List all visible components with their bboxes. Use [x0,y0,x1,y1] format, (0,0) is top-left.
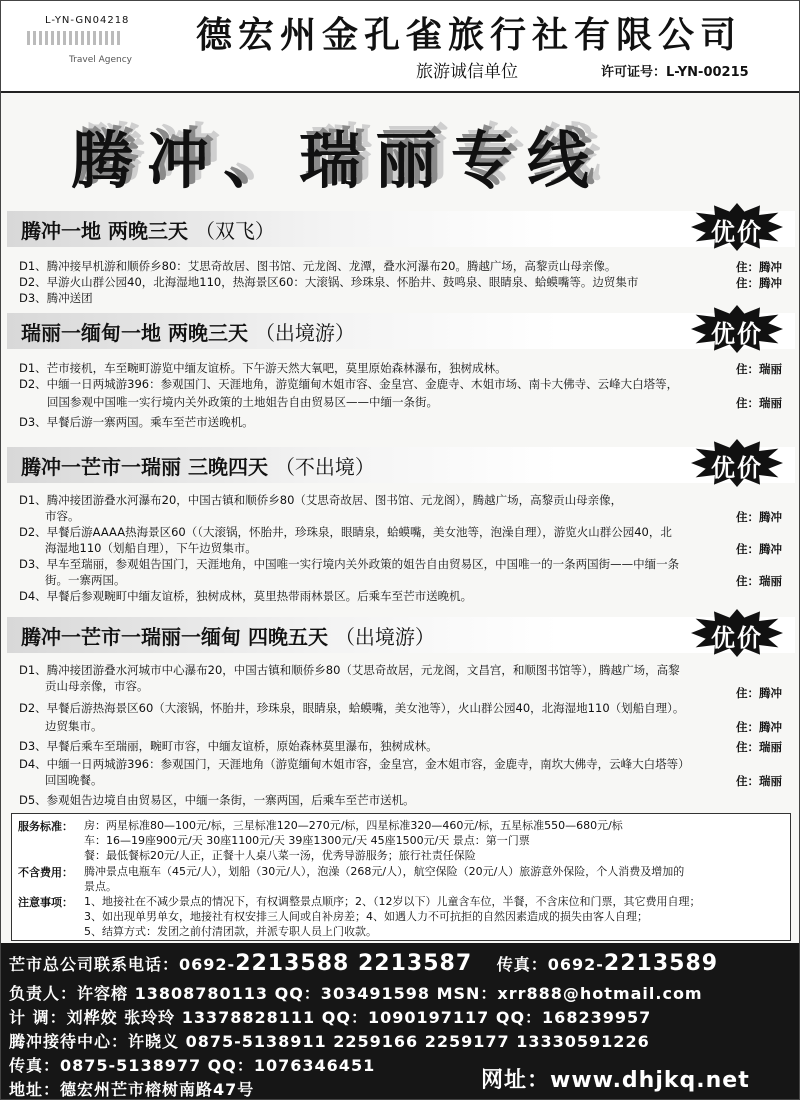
itinerary-line: 回国晚餐。 [45,773,103,787]
route-header [7,313,795,349]
tengchong-center-contact: 腾冲接待中心：许晓义 0875-5138911 2259166 2259177 13330591226 [9,1032,650,1051]
planner-contact: 计 调：刘桦姣 张玲玲 13378828111 QQ：1090197117 QQ：168239957 [9,1008,652,1027]
address: 地址：德宏州芒市榕树南路47号 [9,1080,255,1099]
itinerary-line: 市容。 [45,509,80,523]
manager-contact: 负责人：许容榕 13808780113 QQ：303491598 MSN：xrr888@hotmail.com [9,984,703,1003]
price-badge-label: 优价 [711,320,763,348]
itinerary-line: D5、参观姐告边境自由贸易区，中缅一条街，一寨两国，后乘车至芒市送机。 [19,793,415,807]
itinerary-line: D2、早餐后游AAAA热海景区60（（大滚锅，怀胎井，珍珠泉，眼睛泉，蛤蟆嘴，美女池等，泡澡自理），游览火山群公园40，北 [19,525,672,539]
route-title [21,621,435,650]
stay-label: 住：瑞丽 [736,362,782,376]
service-line: 餐：最低餐标20元/人正，正餐十人桌八菜一汤，优秀导游服务；旅行社责任保险 [84,849,476,862]
route-header [7,447,795,483]
service-standards-box [11,813,791,941]
service-label: 服务标准： [18,820,73,833]
itinerary-line: D1、腾冲接团游叠水河城市中心瀑布20，中国古镇和顺侨乡80（艾思奇故居，元龙阁，文昌宫，和顺图书馆等），腾越广场，高黎 [19,663,680,677]
route-title [21,451,375,480]
itinerary-line: 边贸集市。 [45,719,103,733]
itinerary-line: D2、中缅一日两城游396：参观国门、天涯地角，游览缅甸木姐市容、金皇宫、金鹿寺、木姐市场、南卡大佛寺、云峰大白塔等， [19,377,679,391]
stay-label: 住：腾冲 [736,276,782,290]
route-name: 瑞丽一缅甸一地 两晚三天 [21,321,248,345]
itinerary-line: 海湿地110（划船自理），下午边贸集市。 [45,541,257,555]
banner-title: 腾冲、瑞丽专线 [71,124,604,197]
itinerary-line: D4、中缅一日两城游396：参观国门，天涯地角（游览缅甸木姐市容，金皇宫，金木姐市容，金鹿寺，南坎大佛寺，云峰大白塔等） [19,757,690,771]
travel-agency-label: Travel Agency [69,55,132,65]
website-link[interactable]: 网址：www.dhjkq.net [481,1068,750,1093]
price-badge-label: 优价 [711,218,763,246]
route-tag: （出境游） [254,321,355,345]
route-name: 腾冲一芒市一瑞丽一缅甸 四晚五天 [21,625,328,649]
company-name: 德宏州金孔雀旅行社有限公司 [196,14,743,56]
route-tag: （不出境） [274,455,375,479]
stay-label: 住：腾冲 [736,686,782,700]
exclusion-line: 腾冲景点电瓶车（45元/人），划船（30元/人），泡澡（268元/人），航空保险（20元/人）旅游意外保险，个人消费及增加的 [84,865,685,878]
stay-label: 住：瑞丽 [736,740,782,754]
itinerary-line: D3、早车至瑞丽，参观姐告国门，天涯地角，中国唯一实行境内关外政策的姐告自由贸易区，中国唯一的一条两国街——中缅一条 [19,557,680,571]
slogan: 旅游诚信单位 [416,62,518,82]
agency-logo [9,7,184,65]
route-name: 腾冲一芒市一瑞丽 三晚四天 [21,455,268,479]
notes-line: 3、如出现单男单女，地接社有权安排三人间或自补房差；4、如遇人力不可抗拒的自然因素造成的损失由客人自理； [84,910,648,923]
itinerary-line: D2、早餐后游热海景区60（大滚锅，怀胎井，珍珠泉，眼睛泉，蛤蟆嘴，美女池等），火山群公园40，北海湿地110（划船自理）。 [19,701,685,715]
itinerary-line: D1、腾冲接早机游和顺侨乡80：艾思奇故居、图书馆、元龙阁、龙潭，叠水河瀑布20。腾越广场，高黎贡山母亲像。 [19,259,617,273]
contact-footer [1,943,800,1100]
fax-label: 传真： [496,955,548,974]
fax-number: 2213589 [603,951,719,976]
logo-mark [27,31,122,45]
itinerary-line: D4、早餐后参观畹町中缅友谊桥，独树成林，莫里热带雨林景区。后乘车至芒市送晚机。 [19,589,473,603]
exclusion-line: 景点。 [84,880,117,893]
price-badge [691,439,783,487]
itinerary-line: 贡山母亲像，市容。 [45,679,149,693]
price-badge [691,609,783,657]
route-tag: （双飞） [194,219,275,243]
price-badge-label: 优价 [711,624,763,652]
service-line: 房：两星标准80—100元/标，三星标准120—270元/标，四星标准320—460元/标，五星标准550—680元/标 [84,819,623,832]
itinerary-line: D3、腾冲送团 [19,291,93,305]
tengchong-fax: 传真：0875-5138977 QQ：1076346451 [9,1056,376,1075]
hq-phone-prefix: 0692- [179,955,236,974]
hq-phone-label: 芒市总公司联系电话： [9,955,180,974]
service-line: 车：16—19座900元/天 30座1100元/天 39座1300元/天 45座1500元/天 景点：第一门票 [84,834,530,847]
stay-label: 住：腾冲 [736,720,782,734]
hq-phone-row [9,951,718,976]
notes-label: 注意事项： [18,896,73,909]
notes-line: 1、地接社在不减少景点的情况下，有权调整景点顺序；2、（12岁以下）儿童含车位，半餐，不含床位和门票，其它费用自理； [84,895,701,908]
stay-label: 住：腾冲 [736,510,782,524]
route-tag: （出境游） [334,625,435,649]
stay-label: 住：瑞丽 [736,396,782,410]
itinerary-line: D3、早餐后游一寨两国。乘车至芒市送晚机。 [19,415,254,429]
license-number: 许可证号：L-YN-00215 [601,65,749,80]
itinerary-line: D2、早游火山群公园40，北海湿地110，热海景区60：大滚锅、珍珠泉、怀胎井、鼓鸣泉、眼睛泉、蛤蟆嘴等。边贸集市 [19,275,639,289]
stay-label: 住：腾冲 [736,260,782,274]
itinerary-line: D1、腾冲接团游叠水河瀑布20，中国古镇和顺侨乡80（艾思奇故居、图书馆、元龙阁），腾越广场，高黎贡山母亲像， [19,493,623,507]
itinerary-line: D3、早餐后乘车至瑞丽，畹町市容，中缅友谊桥，原始森林莫里瀑布，独树成林。 [19,739,438,753]
notes-line: 5、结算方式：发团之前付清团款，并派专职人员上门收款。 [84,925,377,938]
itinerary-line: 街。一寨两国。 [45,573,126,587]
license-small: L-YN-GN04218 [45,15,130,26]
stay-label: 住：瑞丽 [736,774,782,788]
route-title [21,317,355,346]
hq-phone-numbers: 2213588 2213587 [235,951,473,976]
banner [1,93,800,211]
fax-prefix: 0692- [547,955,604,974]
price-badge-label: 优价 [711,454,763,482]
exclusions-label: 不含费用： [18,866,73,879]
price-badge [691,305,783,353]
route-title [21,215,275,244]
price-badge [691,203,783,251]
route-name: 腾冲一地 两晚三天 [21,219,188,243]
stay-label: 住：腾冲 [736,542,782,556]
itinerary-line: 回国参观中国唯一实行境内关外政策的土地姐告自由贸易区——中缅一条街。 [47,395,438,409]
itinerary-line: D1、芒市接机，车至畹町游览中缅友谊桥。下午游天然大氧吧，莫里原始森林瀑布，独树成林。 [19,361,507,375]
header [1,1,800,93]
route-header [7,617,795,653]
route-header [7,211,795,247]
stay-label: 住：瑞丽 [736,574,782,588]
